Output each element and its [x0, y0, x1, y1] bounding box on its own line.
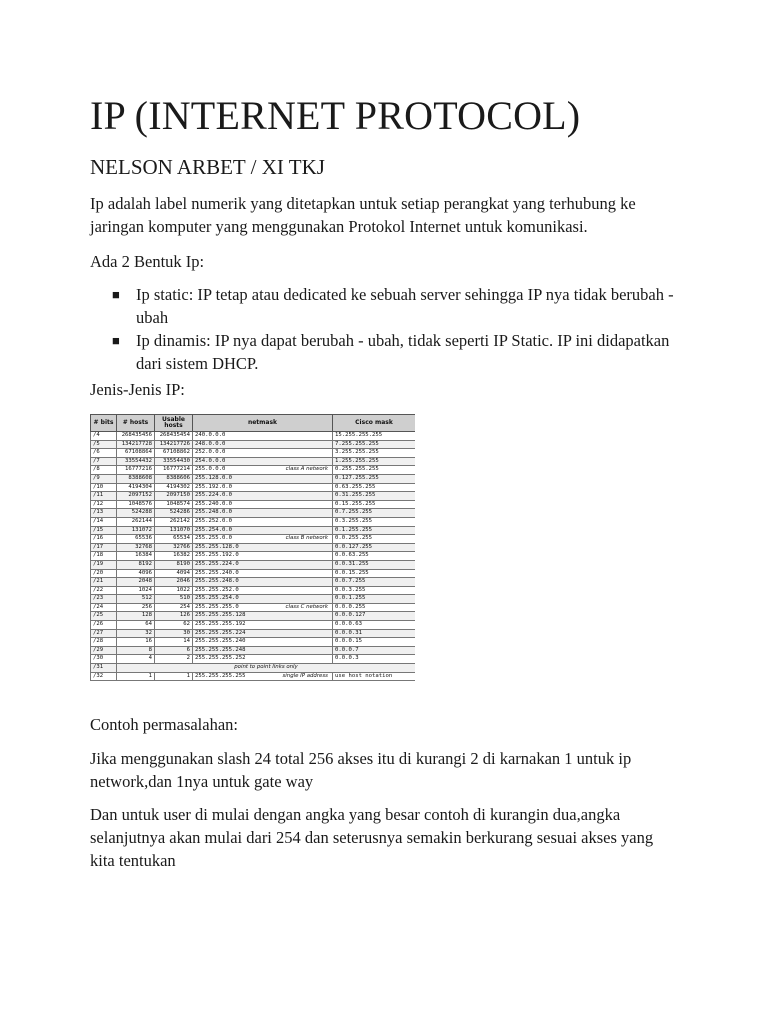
cell-usable-hosts: 67108862	[155, 449, 193, 458]
cell-note: point to point links only	[117, 664, 416, 673]
cell-hosts: 8192	[117, 560, 155, 569]
table-row	[91, 509, 416, 518]
author-line: NELSON ARBET / XI TKJ	[90, 155, 325, 179]
table-row	[91, 569, 416, 578]
network-class-label: class B network	[285, 535, 328, 542]
netmask-value: 255.224.0.0	[195, 492, 233, 499]
cell-usable-hosts: 32766	[155, 543, 193, 552]
netmask-value: 255.255.240.0	[195, 569, 239, 576]
list-item	[90, 329, 690, 375]
cell-usable-hosts: 262142	[155, 517, 193, 526]
cell-netmask	[193, 560, 333, 569]
cell-cisco-mask: 0.0.7.255	[333, 578, 416, 587]
cell-netmask	[193, 612, 333, 621]
netmask-value: 255.252.0.0	[195, 517, 233, 524]
cell-usable-hosts: 510	[155, 595, 193, 604]
table-row	[91, 578, 416, 587]
cell-bits: /22	[91, 586, 117, 595]
table-row	[91, 535, 416, 544]
cell-hosts: 8	[117, 646, 155, 655]
cell-bits: /8	[91, 466, 117, 475]
cell-bits: /9	[91, 474, 117, 483]
table-row	[91, 457, 416, 466]
table-row	[91, 638, 416, 647]
cell-hosts: 128	[117, 612, 155, 621]
example-paragraph-2: Dan untuk user di mulai dengan angka yang besar contoh di kurangin dua,angka selanjutnya akan mulai dari 254 dan seterusnya semakin berkurang sesuai akses yang kita tentukan	[90, 805, 654, 870]
cell-usable-hosts: 4194302	[155, 483, 193, 492]
netmask-value: 255.192.0.0	[195, 483, 233, 490]
cell-cisco-mask: 0.0.63.255	[333, 552, 416, 561]
cell-cisco-mask: 0.7.255.255	[333, 509, 416, 518]
cell-cisco-mask: 0.127.255.255	[333, 474, 416, 483]
table-row	[91, 483, 416, 492]
cell-bits: /28	[91, 638, 117, 647]
list-item-text: Ip dinamis: IP nya dapat berubah - ubah, tidak seperti IP Static. IP ini didapatkan dari sistem DHCP.	[136, 331, 670, 373]
column-header: # hosts	[117, 415, 155, 432]
cell-netmask	[193, 569, 333, 578]
cell-netmask	[193, 621, 333, 630]
cell-usable-hosts: 524286	[155, 509, 193, 518]
netmask-value: 255.255.252.0	[195, 586, 239, 593]
list-item-text: Ip static: IP tetap atau dedicated ke sebuah server sehingga IP nya tidak berubah - ubah	[136, 285, 674, 327]
cell-netmask	[193, 586, 333, 595]
netmask-value: 255.128.0.0	[195, 474, 233, 481]
cell-hosts: 4096	[117, 569, 155, 578]
cell-hosts: 65536	[117, 535, 155, 544]
cell-bits: /20	[91, 569, 117, 578]
cell-cisco-mask: 7.255.255.255	[333, 440, 416, 449]
cell-hosts: 16	[117, 638, 155, 647]
column-header: netmask	[193, 415, 333, 432]
cell-bits: /27	[91, 629, 117, 638]
cell-usable-hosts: 4094	[155, 569, 193, 578]
cell-bits: /21	[91, 578, 117, 587]
column-header: # bits	[91, 415, 117, 432]
netmask-value: 255.240.0.0	[195, 500, 233, 507]
cell-usable-hosts: 2046	[155, 578, 193, 587]
cell-bits: /24	[91, 603, 117, 612]
cell-cisco-mask: 0.255.255.255	[333, 466, 416, 475]
cell-cisco-mask: 0.0.0.127	[333, 612, 416, 621]
netmask-value: 255.255.192.0	[195, 552, 239, 559]
table-row	[91, 672, 416, 681]
example-heading: Contoh permasalahan:	[90, 715, 239, 734]
table-row	[91, 517, 416, 526]
cell-bits: /13	[91, 509, 117, 518]
cell-netmask	[193, 543, 333, 552]
table-row	[91, 621, 416, 630]
cell-usable-hosts: 14	[155, 638, 193, 647]
netmask-value: 255.255.255.240	[195, 638, 246, 645]
cell-hosts: 16777216	[117, 466, 155, 475]
table-row	[91, 595, 416, 604]
cell-hosts: 268435456	[117, 432, 155, 441]
network-class-label: class A network	[285, 466, 328, 473]
intro-paragraph: Ip adalah label numerik yang ditetapkan untuk setiap perangkat yang terhubung ke jaringan komputer yang menggunakan Protokol Internet untuk komunikasi.	[90, 194, 636, 236]
cell-cisco-mask: 1.255.255.255	[333, 457, 416, 466]
network-class-label: class C network	[285, 603, 328, 610]
cell-netmask	[193, 509, 333, 518]
cell-usable-hosts: 33554430	[155, 457, 193, 466]
cell-bits: /4	[91, 432, 117, 441]
netmask-value: 255.255.255.224	[195, 629, 246, 636]
table-row	[91, 543, 416, 552]
subnet-table	[90, 414, 415, 681]
cell-usable-hosts: 126	[155, 612, 193, 621]
table-row	[91, 629, 416, 638]
cell-hosts: 2097152	[117, 492, 155, 501]
cell-hosts: 1024	[117, 586, 155, 595]
netmask-value: 255.255.255.248	[195, 646, 246, 653]
cell-cisco-mask: 0.0.1.255	[333, 595, 416, 604]
table-row	[91, 603, 416, 612]
cell-hosts: 33554432	[117, 457, 155, 466]
cell-cisco-mask: 3.255.255.255	[333, 449, 416, 458]
subnet-table-image	[90, 414, 415, 702]
cell-bits: /26	[91, 621, 117, 630]
netmask-value: 240.0.0.0	[195, 432, 226, 438]
cell-netmask	[193, 595, 333, 604]
netmask-value: 252.0.0.0	[195, 449, 226, 456]
cell-usable-hosts: 16382	[155, 552, 193, 561]
cell-bits: /12	[91, 500, 117, 509]
cell-netmask	[193, 517, 333, 526]
table-body	[91, 432, 416, 681]
netmask-value: 255.255.224.0	[195, 560, 239, 567]
table-row	[91, 552, 416, 561]
cell-usable-hosts: 2097150	[155, 492, 193, 501]
cell-netmask	[193, 603, 333, 612]
cell-cisco-mask: 0.1.255.255	[333, 526, 416, 535]
cell-hosts: 134217728	[117, 440, 155, 449]
cell-usable-hosts: 8190	[155, 560, 193, 569]
table-row	[91, 466, 416, 475]
cell-netmask	[193, 526, 333, 535]
table-row	[91, 664, 416, 673]
cell-bits: /32	[91, 672, 117, 681]
bullet-icon: ■	[112, 287, 120, 302]
column-header: Usable hosts	[155, 415, 193, 432]
table-row	[91, 646, 416, 655]
table-row	[91, 526, 416, 535]
cell-cisco-mask: 0.0.3.255	[333, 586, 416, 595]
netmask-value: 255.255.248.0	[195, 578, 239, 585]
cell-usable-hosts: 62	[155, 621, 193, 630]
table-row	[91, 586, 416, 595]
table-row	[91, 474, 416, 483]
cell-hosts: 4194304	[117, 483, 155, 492]
cell-usable-hosts: 2	[155, 655, 193, 664]
table-row	[91, 655, 416, 664]
cell-netmask	[193, 578, 333, 587]
ip-forms-list	[90, 283, 690, 375]
cell-usable-hosts: 131070	[155, 526, 193, 535]
cell-usable-hosts: 16777214	[155, 466, 193, 475]
example-paragraph-1: Jika menggunakan slash 24 total 256 akses itu di kurangi 2 di karnakan 1 untuk ip network,dan 1nya untuk gate way	[90, 749, 632, 791]
table-row	[91, 449, 416, 458]
netmask-value: 255.255.254.0	[195, 595, 239, 602]
cell-usable-hosts: 65534	[155, 535, 193, 544]
cell-netmask	[193, 440, 333, 449]
cell-bits: /16	[91, 535, 117, 544]
cell-bits: /30	[91, 655, 117, 664]
cell-netmask	[193, 474, 333, 483]
cell-usable-hosts: 30	[155, 629, 193, 638]
netmask-value: 255.255.255.255	[195, 672, 246, 679]
cell-usable-hosts: 8388606	[155, 474, 193, 483]
cell-cisco-mask: 0.0.0.255	[333, 603, 416, 612]
table-row	[91, 560, 416, 569]
cell-netmask	[193, 552, 333, 561]
cell-hosts: 256	[117, 603, 155, 612]
cell-hosts: 512	[117, 595, 155, 604]
network-class-label: single IP address	[282, 672, 328, 679]
cell-cisco-mask: 0.0.0.63	[333, 621, 416, 630]
cell-bits: /6	[91, 449, 117, 458]
netmask-value: 254.0.0.0	[195, 457, 226, 464]
netmask-value: 255.248.0.0	[195, 509, 233, 516]
cell-usable-hosts: 268435454	[155, 432, 193, 441]
cell-hosts: 1	[117, 672, 155, 681]
cell-hosts: 262144	[117, 517, 155, 526]
netmask-value: 255.255.255.192	[195, 621, 246, 628]
cell-netmask	[193, 492, 333, 501]
cell-usable-hosts: 134217726	[155, 440, 193, 449]
cell-netmask	[193, 646, 333, 655]
cell-hosts: 32	[117, 629, 155, 638]
cell-hosts: 67108864	[117, 449, 155, 458]
cell-hosts: 16384	[117, 552, 155, 561]
cell-netmask	[193, 535, 333, 544]
cell-cisco-mask: 0.0.255.255	[333, 535, 416, 544]
cell-netmask	[193, 672, 333, 681]
cell-cisco-mask: 0.15.255.255	[333, 500, 416, 509]
cell-bits: /5	[91, 440, 117, 449]
cell-cisco-mask: 0.0.127.255	[333, 543, 416, 552]
cell-hosts: 64	[117, 621, 155, 630]
cell-bits: /31	[91, 664, 117, 673]
cell-hosts: 4	[117, 655, 155, 664]
cell-cisco-mask: 0.63.255.255	[333, 483, 416, 492]
cell-hosts: 1048576	[117, 500, 155, 509]
cell-cisco-mask: 0.3.255.255	[333, 517, 416, 526]
cell-netmask	[193, 466, 333, 475]
cell-hosts: 524288	[117, 509, 155, 518]
cell-bits: /19	[91, 560, 117, 569]
document-title: IP (INTERNET PROTOCOL)	[90, 93, 581, 138]
cell-bits: /17	[91, 543, 117, 552]
cell-usable-hosts: 1048574	[155, 500, 193, 509]
cell-cisco-mask: use host notation	[333, 672, 416, 681]
cell-bits: /7	[91, 457, 117, 466]
cell-bits: /23	[91, 595, 117, 604]
bullet-icon: ■	[112, 333, 120, 348]
cell-cisco-mask: 15.255.255.255	[333, 432, 416, 441]
table-row	[91, 492, 416, 501]
column-header: Cisco mask	[333, 415, 416, 432]
cell-netmask	[193, 655, 333, 664]
cell-usable-hosts: 1022	[155, 586, 193, 595]
cell-usable-hosts: 6	[155, 646, 193, 655]
cell-usable-hosts: 254	[155, 603, 193, 612]
netmask-value: 255.255.255.0	[195, 603, 239, 610]
types-heading: Jenis-Jenis IP:	[90, 380, 185, 399]
table-row	[91, 500, 416, 509]
list-item	[90, 283, 690, 329]
cell-bits: /25	[91, 612, 117, 621]
cell-hosts: 8388608	[117, 474, 155, 483]
cell-hosts: 32768	[117, 543, 155, 552]
netmask-value: 255.255.255.252	[195, 655, 246, 662]
cell-cisco-mask: 0.0.31.255	[333, 560, 416, 569]
cell-cisco-mask: 0.0.0.7	[333, 646, 416, 655]
netmask-value: 255.255.128.0	[195, 543, 239, 550]
cell-cisco-mask: 0.31.255.255	[333, 492, 416, 501]
forms-heading: Ada 2 Bentuk Ip:	[90, 252, 205, 271]
cell-bits: /29	[91, 646, 117, 655]
cell-cisco-mask: 0.0.0.31	[333, 629, 416, 638]
cell-netmask	[193, 629, 333, 638]
table-header-row	[91, 415, 416, 432]
cell-netmask	[193, 432, 333, 441]
cell-hosts: 131072	[117, 526, 155, 535]
netmask-value: 255.255.0.0	[195, 535, 233, 542]
cell-netmask	[193, 638, 333, 647]
cell-netmask	[193, 457, 333, 466]
cell-bits: /11	[91, 492, 117, 501]
cell-netmask	[193, 449, 333, 458]
table-row	[91, 440, 416, 449]
cell-cisco-mask: 0.0.15.255	[333, 569, 416, 578]
netmask-value: 255.0.0.0	[195, 466, 226, 473]
cell-bits: /14	[91, 517, 117, 526]
cell-bits: /15	[91, 526, 117, 535]
cell-bits: /18	[91, 552, 117, 561]
cell-netmask	[193, 500, 333, 509]
cell-cisco-mask: 0.0.0.15	[333, 638, 416, 647]
table-row	[91, 432, 416, 441]
table-row	[91, 612, 416, 621]
cell-netmask	[193, 483, 333, 492]
cell-cisco-mask: 0.0.0.3	[333, 655, 416, 664]
netmask-value: 255.255.255.128	[195, 612, 246, 619]
netmask-value: 255.254.0.0	[195, 526, 233, 533]
cell-usable-hosts: 1	[155, 672, 193, 681]
cell-bits: /10	[91, 483, 117, 492]
cell-hosts: 2048	[117, 578, 155, 587]
netmask-value: 248.0.0.0	[195, 440, 226, 447]
